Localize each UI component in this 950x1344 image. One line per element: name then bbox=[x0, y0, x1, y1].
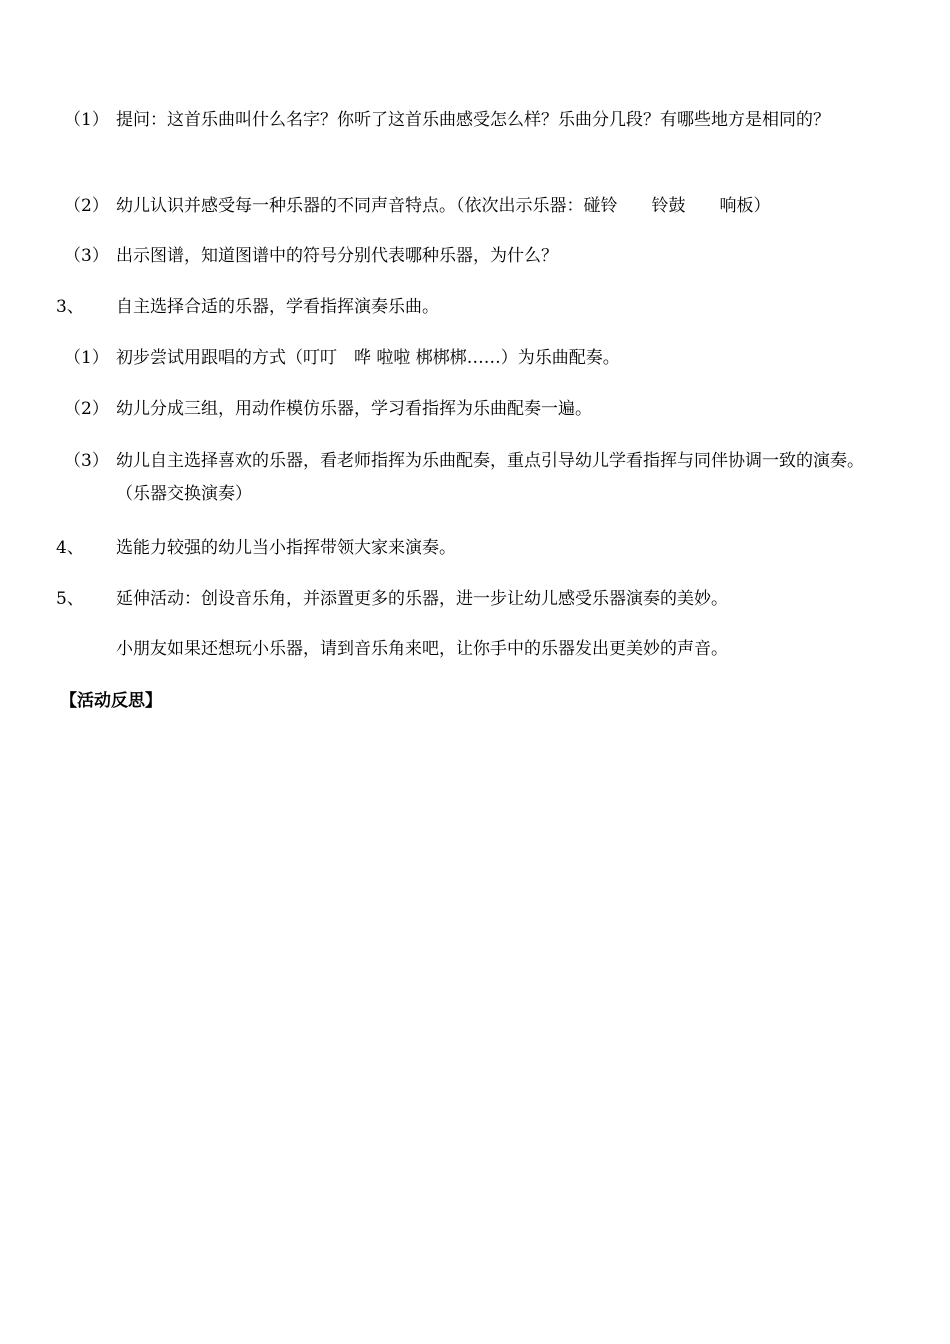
item-text: 提问：这首乐曲叫什么名字？你听了这首乐曲感受怎么样？乐曲分几段？有哪些地方是相同的？ bbox=[116, 110, 830, 130]
item-marker: （2） bbox=[64, 196, 109, 216]
item-text: 选能力较强的幼儿当小指挥带领大家来演奏。 bbox=[116, 538, 456, 558]
item-text: 自主选择合适的乐器，学看指挥演奏乐曲。 bbox=[116, 297, 439, 317]
item-text: 延伸活动：创设音乐角，并添置更多的乐器，进一步让幼儿感受乐器演奏的美妙。 bbox=[116, 589, 728, 609]
item-text: 初步尝试用跟唱的方式（叮叮 哗 啦啦 梆梆梆……）为乐曲配奏。 bbox=[116, 348, 620, 368]
item-marker: 3、 bbox=[56, 297, 84, 317]
item-text: 出示图谱，知道图谱中的符号分别代表哪种乐器，为什么？ bbox=[116, 246, 558, 266]
item-marker: （3） bbox=[64, 451, 109, 471]
item-text: 幼儿认识并感受每一种乐器的不同声音特点。（依次出示乐器：碰铃 铃鼓 响板） bbox=[116, 196, 771, 216]
section-heading: 【活动反思】 bbox=[60, 691, 162, 711]
item-marker: （1） bbox=[64, 348, 109, 368]
item-text: 小朋友如果还想玩小乐器，请到音乐角来吧，让你手中的乐器发出更美妙的声音。 bbox=[116, 639, 728, 659]
item-marker: （1） bbox=[64, 110, 109, 130]
item-text: 幼儿分成三组，用动作模仿乐器，学习看指挥为乐曲配奏一遍。 bbox=[116, 399, 592, 419]
item-marker: 5、 bbox=[56, 589, 84, 609]
item-marker: （3） bbox=[64, 246, 109, 266]
item-text: 幼儿自主选择喜欢的乐器，看老师指挥为乐曲配奏，重点引导幼儿学看指挥与同伴协调一致的演奏。（乐器交换演奏） bbox=[116, 451, 864, 504]
item-marker: （2） bbox=[64, 399, 109, 419]
item-marker: 4、 bbox=[56, 538, 84, 558]
